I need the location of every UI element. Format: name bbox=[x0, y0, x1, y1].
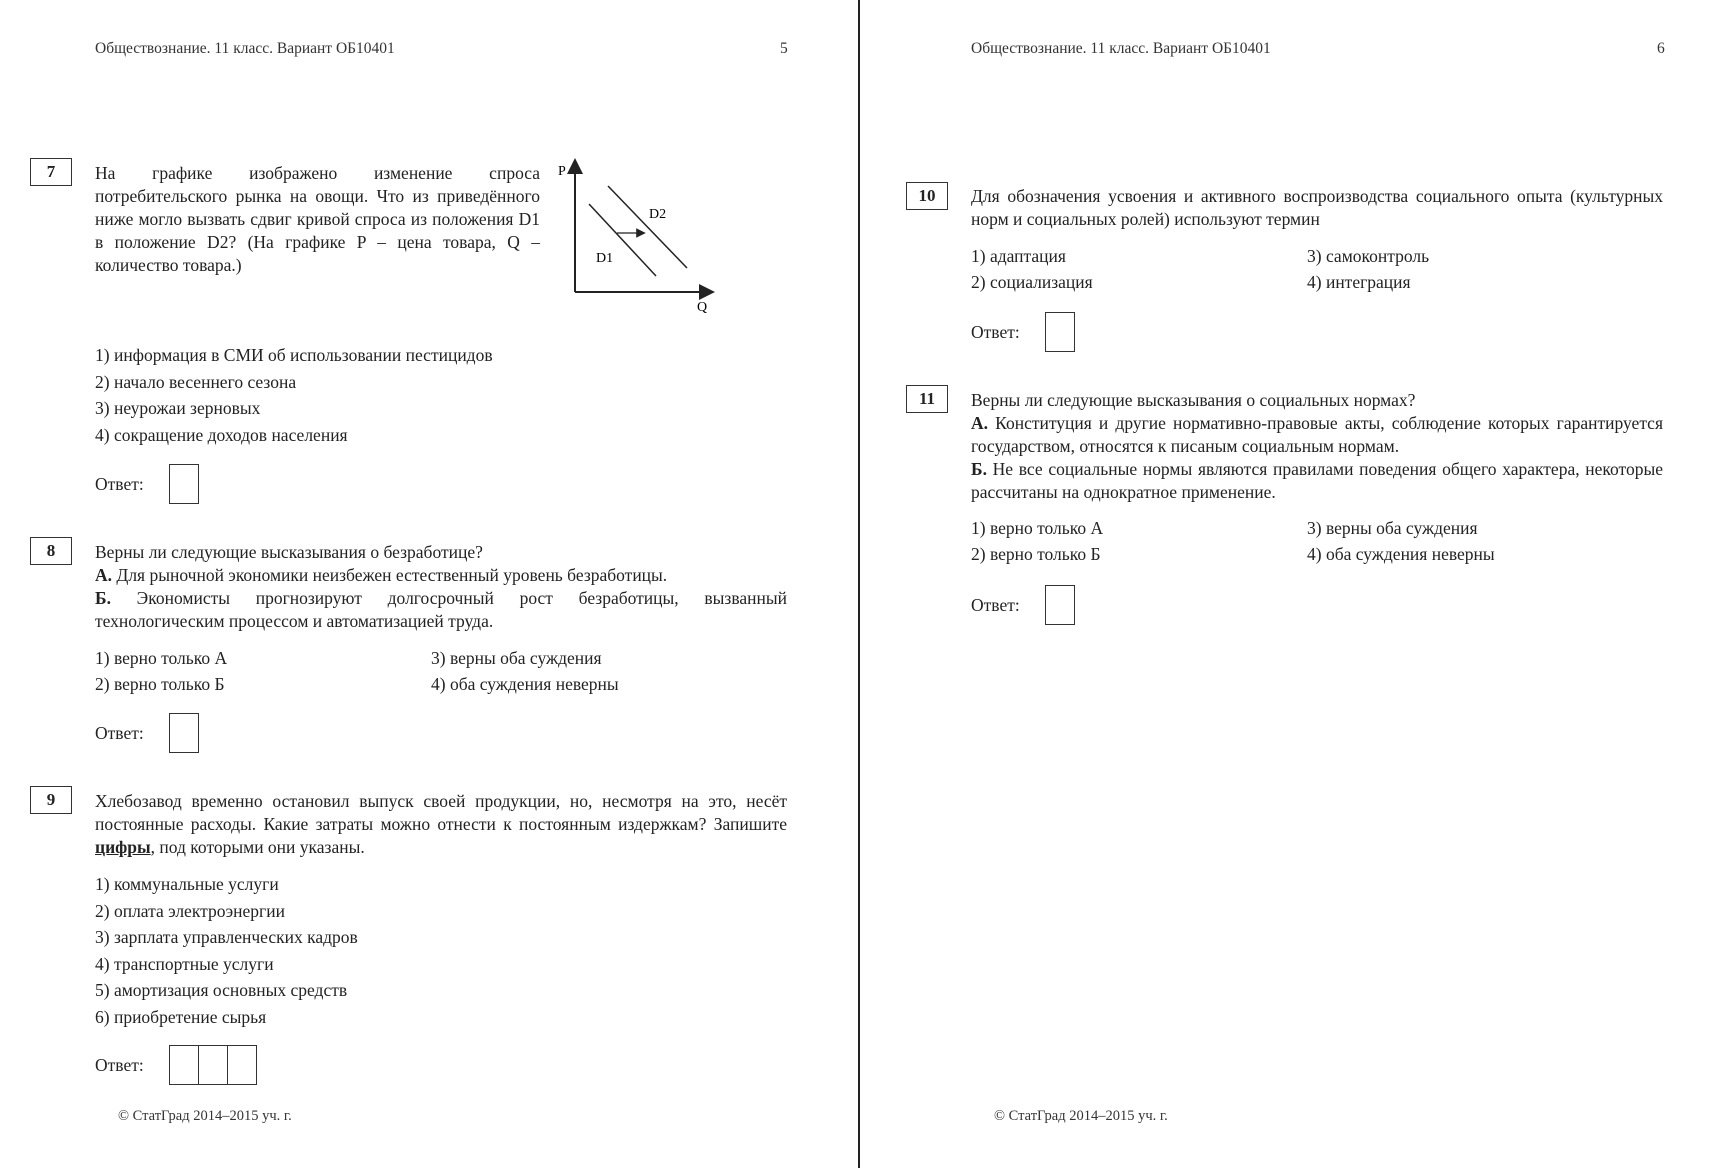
answer-cell[interactable] bbox=[170, 1046, 199, 1084]
question-intro: Верны ли следующие высказывания о безработице? bbox=[95, 542, 483, 562]
question-number: 8 bbox=[30, 537, 72, 565]
answer-box[interactable] bbox=[1045, 312, 1075, 352]
question-number: 10 bbox=[906, 182, 948, 210]
statement-a bbox=[95, 564, 787, 587]
answer-label: Ответ: bbox=[971, 594, 1020, 615]
d1-label: D1 bbox=[596, 251, 614, 266]
option-item[interactable]: 4) сокращение доходов населения bbox=[95, 424, 348, 445]
question-text bbox=[95, 790, 787, 859]
option-item[interactable]: 2) верно только Б bbox=[971, 544, 1101, 564]
question-intro: Верны ли следующие высказывания о социальных нормах? bbox=[971, 390, 1416, 410]
option-item[interactable]: 2) оплата электроэнергии bbox=[95, 900, 285, 921]
question-number: 7 bbox=[30, 158, 72, 186]
page-header: Обществознание. 11 класс. Вариант ОБ10401 bbox=[95, 40, 395, 57]
option-item[interactable]: 1) коммунальные услуги bbox=[95, 874, 279, 894]
option-item[interactable]: 1) верно только А bbox=[971, 518, 1104, 538]
option-item[interactable]: 3) верны оба суждения bbox=[1307, 518, 1478, 538]
answer-boxes[interactable] bbox=[169, 1045, 257, 1085]
question-number: 11 bbox=[906, 385, 948, 413]
option-item[interactable]: 1) верно только А bbox=[95, 648, 228, 668]
answer-box[interactable] bbox=[169, 464, 199, 504]
statement-label: Б. bbox=[95, 588, 111, 608]
answer-row bbox=[971, 312, 1075, 352]
option-item[interactable]: 3) зарплата управленческих кадров bbox=[95, 927, 358, 947]
option-item[interactable]: 2) социализация bbox=[971, 272, 1093, 292]
options-grid bbox=[971, 243, 1663, 295]
answer-label: Ответ: bbox=[95, 473, 144, 494]
option-item[interactable]: 2) начало весеннего сезона bbox=[95, 371, 297, 392]
option-item[interactable]: 2) верно только Б bbox=[95, 674, 225, 694]
answer-label: Ответ: bbox=[95, 1054, 144, 1075]
option-item[interactable]: 4) оба суждения неверны bbox=[1307, 544, 1495, 564]
page-footer: © СтатГрад 2014–2015 уч. г. bbox=[118, 1108, 292, 1124]
answer-label: Ответ: bbox=[95, 722, 144, 743]
question-text-part: , под которыми они указаны. bbox=[150, 837, 365, 857]
option-item[interactable]: 5) амортизация основных средств bbox=[95, 980, 348, 1000]
statement-b bbox=[95, 587, 787, 633]
answer-cell[interactable] bbox=[199, 1046, 228, 1084]
option-item[interactable]: 6) приобретение сырья bbox=[95, 1006, 267, 1027]
d2-label: D2 bbox=[649, 207, 667, 222]
page-number: 6 bbox=[1657, 40, 1665, 57]
statement-text: Не все социальные нормы являются правилами поведения общего характера, некоторые рассчитаны на однократное применение. bbox=[971, 459, 1663, 502]
statement-text: Экономисты прогнозируют долгосрочный рост безработицы, вызванный технологическим процессом и автоматизацией труда. bbox=[95, 588, 787, 631]
answer-row bbox=[95, 1045, 257, 1085]
answer-box[interactable] bbox=[1045, 585, 1075, 625]
statement-text: Для рыночной экономики неизбежен естественный уровень безработицы. bbox=[112, 565, 668, 585]
option-item[interactable]: 1) адаптация bbox=[971, 246, 1066, 266]
statement-label: А. bbox=[95, 565, 113, 585]
statement-label: А. bbox=[971, 413, 989, 433]
d2-curve bbox=[608, 186, 687, 268]
answer-row bbox=[95, 713, 199, 753]
statement-a bbox=[971, 412, 1663, 458]
question-text: Для обозначения усвоения и активного воспроизводства социального опыта (культурных норм и социальных ролей) используют термин bbox=[971, 186, 1663, 229]
page-number: 5 bbox=[780, 40, 788, 57]
answer-cell[interactable] bbox=[228, 1046, 256, 1084]
answer-row bbox=[95, 464, 199, 504]
option-item[interactable]: 4) транспортные услуги bbox=[95, 953, 274, 974]
question-text-part: Хлебозавод временно остановил выпуск своей продукции, но, несмотря на это, несёт постоянные расходы. Какие затраты можно отнести к постоянным издержкам? Запишите bbox=[95, 791, 787, 834]
question-text bbox=[95, 541, 787, 633]
statement-label: Б. bbox=[971, 459, 987, 479]
statement-text: Конституция и другие нормативно-правовые акты, соблюдение которых гарантируется государством, относятся к писаным социальным нормам. bbox=[971, 413, 1663, 456]
answer-label: Ответ: bbox=[971, 321, 1020, 342]
options-grid bbox=[971, 515, 1663, 567]
question-text bbox=[971, 389, 1663, 504]
option-item[interactable]: 3) верны оба суждения bbox=[431, 648, 602, 668]
options-list bbox=[95, 342, 493, 448]
page-footer: © СтатГрад 2014–2015 уч. г. bbox=[994, 1108, 1168, 1124]
option-item[interactable]: 1) информация в СМИ об использовании пестицидов bbox=[95, 345, 493, 365]
question-number: 9 bbox=[30, 786, 72, 814]
p-axis-label: P bbox=[558, 164, 566, 179]
option-item[interactable]: 4) интеграция bbox=[1307, 272, 1411, 292]
question-text: На графике изображено изменение спроса потребительского рынка на овощи. Что из приведённого ниже могло вызвать сдвиг кривой спроса из положения D1 в положение D2? (На графике P – цена товара, Q – количество товара.) bbox=[95, 163, 540, 275]
right-page bbox=[860, 0, 1718, 1168]
option-item[interactable]: 3) самоконтроль bbox=[1307, 246, 1430, 266]
answer-row bbox=[971, 585, 1075, 625]
option-item[interactable]: 3) неурожаи зерновых bbox=[95, 398, 261, 418]
answer-box[interactable] bbox=[169, 713, 199, 753]
options-grid bbox=[95, 645, 787, 697]
q-axis-label: Q bbox=[697, 300, 708, 315]
statement-b bbox=[971, 458, 1663, 504]
demand-shift-graph bbox=[555, 158, 725, 318]
left-page bbox=[0, 0, 858, 1168]
page-header: Обществознание. 11 класс. Вариант ОБ10401 bbox=[971, 40, 1271, 57]
options-list bbox=[95, 871, 358, 1030]
option-item[interactable]: 4) оба суждения неверны bbox=[431, 674, 619, 694]
emphasis-word: цифры bbox=[95, 837, 151, 857]
